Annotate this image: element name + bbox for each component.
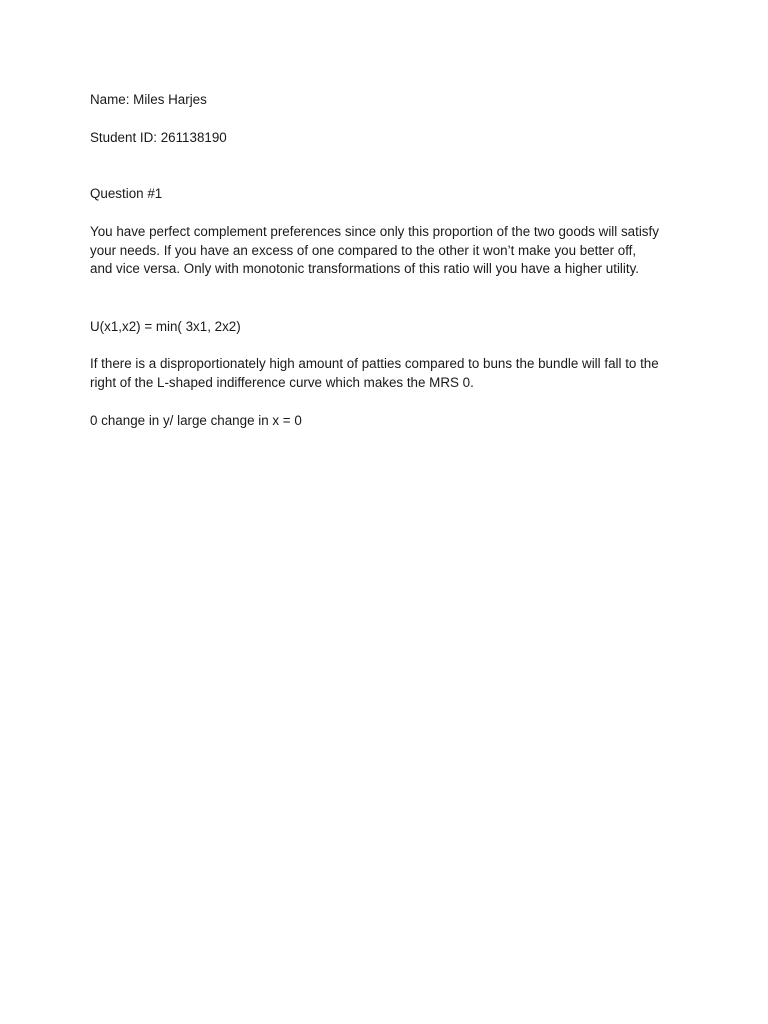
paragraph-line: You have perfect complement preferences since only this proportion of the two goods will satisfy	[90, 224, 659, 239]
question-heading: Question #1	[90, 186, 163, 201]
mrs-calculation: 0 change in y/ large change in x = 0	[90, 413, 302, 428]
paragraph-line: If there is a disproportionately high amount of patties compared to buns the bundle will fall to the	[90, 356, 659, 371]
paragraph-line: and vice versa. Only with monotonic transformations of this ratio will you have a higher utility.	[90, 261, 640, 276]
answer-paragraph-2	[90, 355, 659, 392]
student-id: Student ID: 261138190	[90, 130, 227, 145]
student-name: Name: Miles Harjes	[90, 92, 207, 107]
paragraph-line: your needs. If you have an excess of one compared to the other it won’t make you better off,	[90, 242, 637, 258]
utility-function: U(x1,x2) = min( 3x1, 2x2)	[90, 319, 241, 334]
answer-paragraph-1	[90, 223, 659, 279]
paragraph-line: right of the L-shaped indifference curve which makes the MRS 0.	[90, 374, 474, 390]
